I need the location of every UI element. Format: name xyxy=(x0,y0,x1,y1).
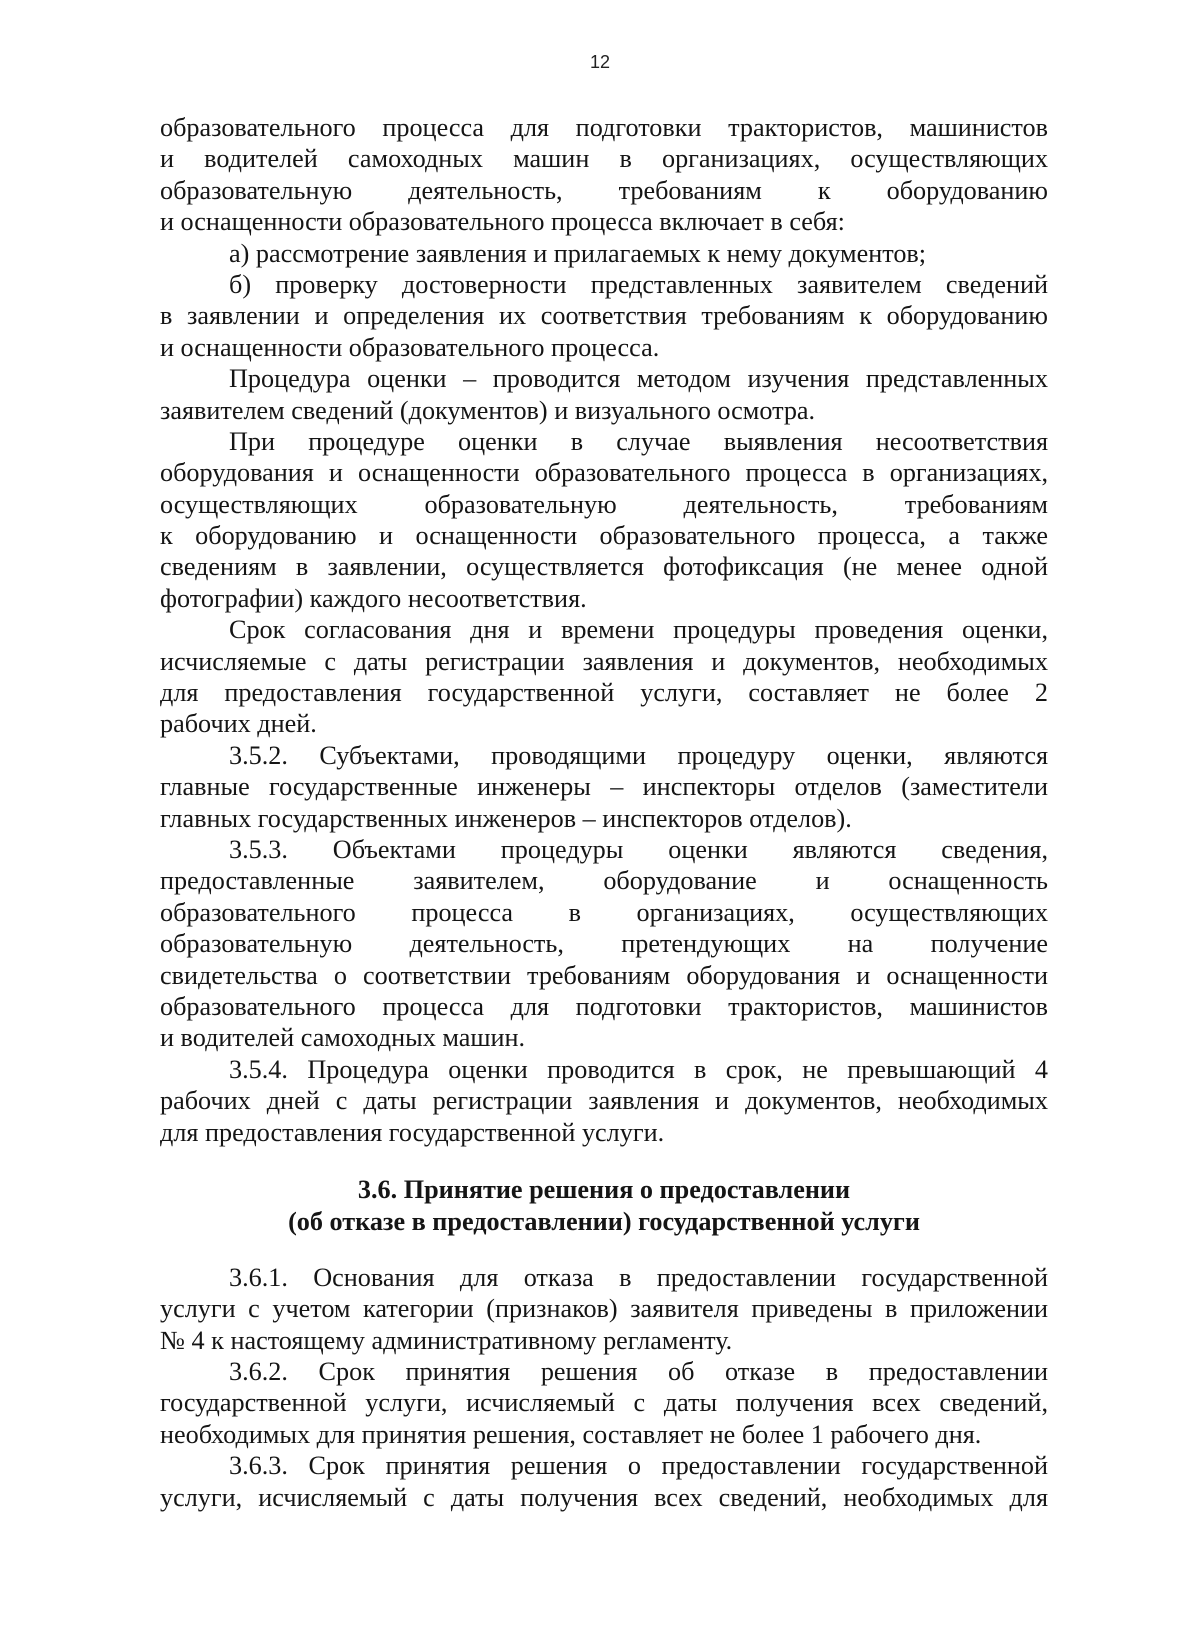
text-line: необходимых для принятия решения, составляет не более 1 рабочего дня. xyxy=(160,1419,982,1449)
text-line: и оснащенности образовательного процесса. xyxy=(160,332,660,362)
text-line: 3.5.4. Процедура оценки проводится в срок, не превышающий 4 xyxy=(229,1054,1048,1084)
text-line: услуги с учетом категории (признаков) заявителя приведены в приложении xyxy=(160,1294,1048,1324)
text-line: рабочих дней с даты регистрации заявления и документов, необходимых xyxy=(160,1086,1048,1116)
text-line: фотографии) каждого несоответствия. xyxy=(160,583,587,613)
text-line: и водителей самоходных машин. xyxy=(160,1023,526,1053)
text-line: б) проверку достоверности представленных заявителем сведений xyxy=(229,269,1048,299)
paragraph-3-6-2 xyxy=(160,1356,1048,1450)
text-line: заявителем сведений (документов) и визуального осмотра. xyxy=(160,395,816,425)
text-line: Срок согласования дня и времени процедуры проведения оценки, xyxy=(229,615,1048,645)
section-heading-line: 3.6. Принятие решения о предоставлении xyxy=(357,1174,851,1204)
text-line: главных государственных инженеров – инспекторов отделов). xyxy=(160,803,852,833)
text-line: № 4 к настоящему административному регламенту. xyxy=(160,1325,733,1355)
text-line: для предоставления государственной услуги, составляет не более 2 xyxy=(160,678,1048,708)
text-line: к оборудованию и оснащенности образовательного процесса, а также xyxy=(160,521,1048,551)
text-line: сведениям в заявлении, осуществляется фотофиксация (не менее одной xyxy=(160,552,1048,582)
paragraph xyxy=(160,426,1048,614)
paragraph xyxy=(160,614,1048,740)
paragraph-3-6-3 xyxy=(160,1450,1048,1513)
paragraph-item-a xyxy=(160,238,1048,269)
text-line: и оснащенности образовательного процесса включает в себя: xyxy=(160,207,845,237)
paragraph-3-6-1 xyxy=(160,1262,1048,1356)
section-heading xyxy=(160,1174,1048,1238)
text-line: оборудования и оснащенности образовательного процесса в организациях, xyxy=(160,458,1048,488)
text-line: рабочих дней. xyxy=(160,709,317,739)
paragraph-item-b xyxy=(160,269,1048,363)
page-body xyxy=(160,112,1048,1513)
text-line: 3.5.2. Субъектами, проводящими процедуру оценки, являются xyxy=(229,740,1048,770)
paragraph-3-5-4 xyxy=(160,1054,1048,1148)
paragraph xyxy=(160,363,1048,426)
text-line: При процедуре оценки в случае выявления несоответствия xyxy=(229,426,1048,456)
text-line: главные государственные инженеры – инспекторы отделов (заместители xyxy=(160,772,1048,802)
page-number: 12 xyxy=(589,52,611,72)
text-line: образовательного процесса для подготовки трактористов, машинистов xyxy=(160,113,1048,142)
paragraph-3-5-2 xyxy=(160,740,1048,834)
text-line: 3.6.1. Основания для отказа в предоставлении государственной xyxy=(229,1262,1048,1292)
text-line: образовательную деятельность, претендующих на получение xyxy=(160,929,1048,959)
text-line: свидетельства о соответствии требованиям оборудования и оснащенности xyxy=(160,960,1048,990)
text-line: 3.6.3. Срок принятия решения о предоставлении государственной xyxy=(229,1451,1048,1481)
paragraph-3-5-3 xyxy=(160,834,1048,1054)
text-line: и водителей самоходных машин в организациях, осуществляющих xyxy=(160,144,1048,174)
text-line: для предоставления государственной услуги. xyxy=(160,1117,665,1147)
text-line: в заявлении и определения их соответствия требованиям к оборудованию xyxy=(160,301,1048,331)
text-line: предоставленные заявителем, оборудование и оснащенность xyxy=(160,866,1048,896)
text-line: образовательную деятельность, требованиям к оборудованию xyxy=(160,175,1048,205)
text-line: образовательного процесса для подготовки трактористов, машинистов xyxy=(160,991,1048,1021)
text-line: Процедура оценки – проводится методом изучения представленных xyxy=(229,364,1048,394)
spacer xyxy=(160,1148,1048,1174)
text-line: а) рассмотрение заявления и прилагаемых к нему документов; xyxy=(229,238,927,268)
text-line: 3.5.3. Объектами процедуры оценки являются сведения, xyxy=(229,834,1048,864)
text-line: услуги, исчисляемый с даты получения всех сведений, необходимых для xyxy=(160,1482,1048,1512)
spacer xyxy=(160,1238,1048,1262)
section-heading-line: (об отказе в предоставлении) государственной услуги xyxy=(288,1206,920,1236)
text-line: образовательного процесса в организациях, осуществляющих xyxy=(160,897,1048,927)
text-line: 3.6.2. Срок принятия решения об отказе в предоставлении xyxy=(229,1357,1048,1387)
paragraph-continuation xyxy=(160,112,1048,238)
text-line: государственной услуги, исчисляемый с даты получения всех сведений, xyxy=(160,1388,1048,1418)
text-line: исчисляемые с даты регистрации заявления и документов, необходимых xyxy=(160,646,1048,676)
text-line: осуществляющих образовательную деятельность, требованиям xyxy=(160,489,1048,519)
